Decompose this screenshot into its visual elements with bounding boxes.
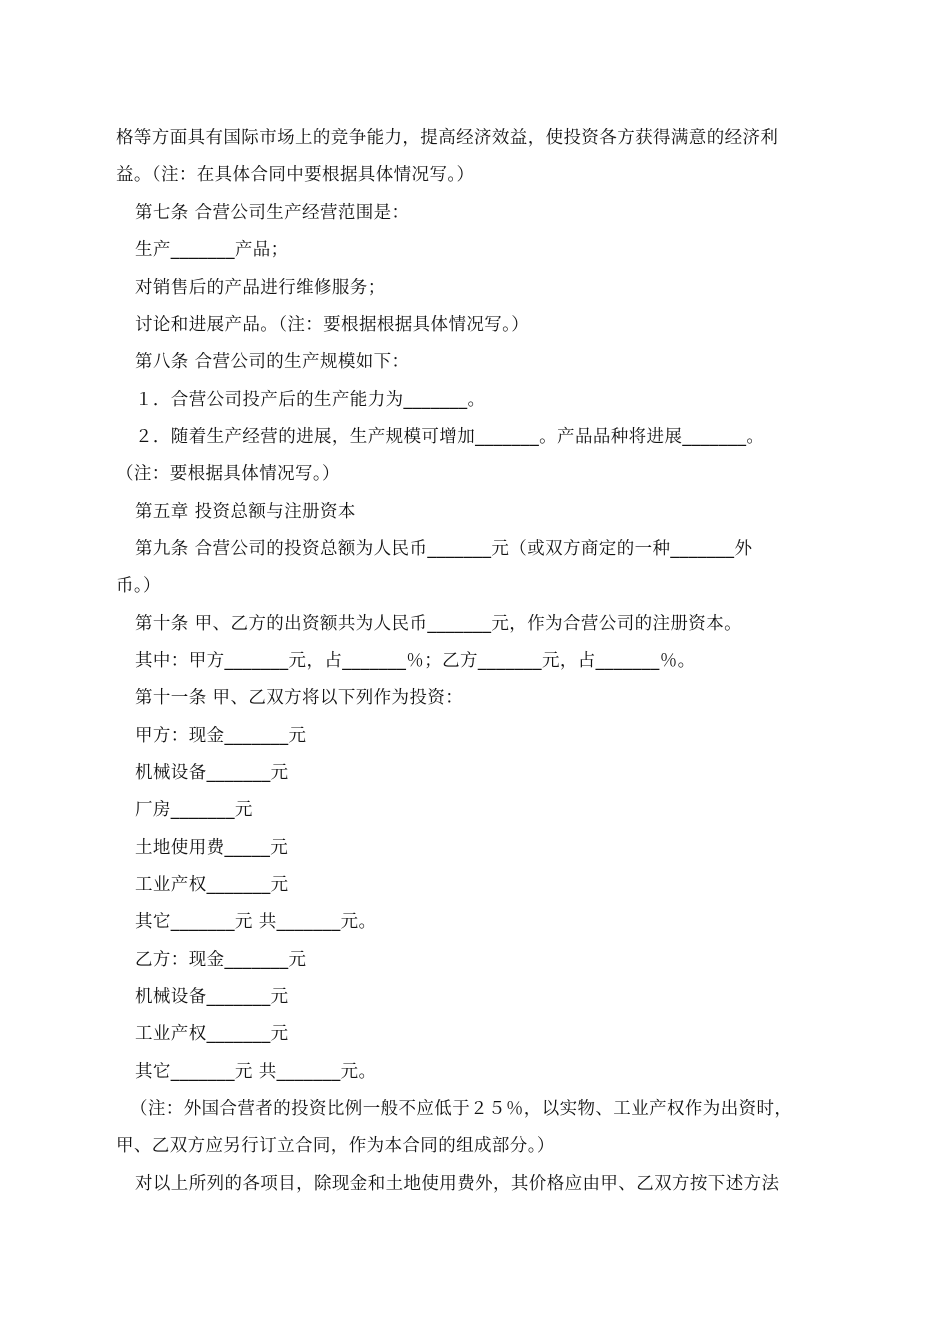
text-line: 机械设备_______元 [135,987,289,1007]
text-line: 第十一条 甲、乙双方将以下列作为投资： [135,688,464,708]
text-line: 其中：甲方_______元，占_______％；乙方_______元，占_______％。 [135,651,696,671]
text-line: 甲、乙双方应另行订立合同，作为本合同的组成部分。） [116,1136,555,1156]
text-line: 厂房_______元 [135,800,253,820]
text-line: 第九条 合营公司的投资总额为人民币_______元（或双方商定的一种_______外 [135,539,753,559]
text-line: （注：要根据具体情况写。） [116,464,340,484]
text-line: 机械设备_______元 [135,763,289,783]
text-line: 币。） [116,576,161,596]
text-line: 甲方：现金_______元 [135,726,307,746]
text-line: 对以上所列的各项目，除现金和土地使用费外，其价格应由甲、乙双方按下述方法 [135,1174,780,1194]
section-heading: 第五章 投资总额与注册资本 [135,502,356,522]
text-line: 工业产权_______元 [135,875,289,895]
text-line: 土地使用费_____元 [135,838,289,858]
text-line: 工业产权_______元 [135,1024,289,1044]
text-line: 其它_______元 共_______元。 [135,912,377,932]
text-line: 其它_______元 共_______元。 [135,1062,377,1082]
text-line: 乙方：现金_______元 [135,950,307,970]
text-line: 对销售后的产品进行维修服务； [135,278,386,298]
text-line: 第八条 合营公司的生产规模如下： [135,352,410,372]
text-line: （注：外国合营者的投资比例一般不应低于２５％，以实物、工业产权作为出资时， [130,1099,793,1119]
text-line: 讨论和进展产品。（注：要根据根据具体情况写。） [135,315,530,335]
text-line: 第十条 甲、乙方的出资额共为人民币_______元，作为合营公司的注册资本。 [135,614,743,634]
text-line: 益。（注：在具体合同中要根据具体情况写。） [116,165,475,185]
text-line: 第七条 合营公司生产经营范围是： [135,203,410,223]
text-line: 生产_______产品； [135,240,289,260]
text-line: １．合营公司投产后的生产能力为_______。 [135,390,486,410]
text-line: ２．随着生产经营的进展，生产规模可增加_______。产品品种将进展_______。 [135,427,765,447]
text-line: 格等方面具有国际市场上的竞争能力，提高经济效益，使投资各方获得满意的经济利 [116,128,779,148]
